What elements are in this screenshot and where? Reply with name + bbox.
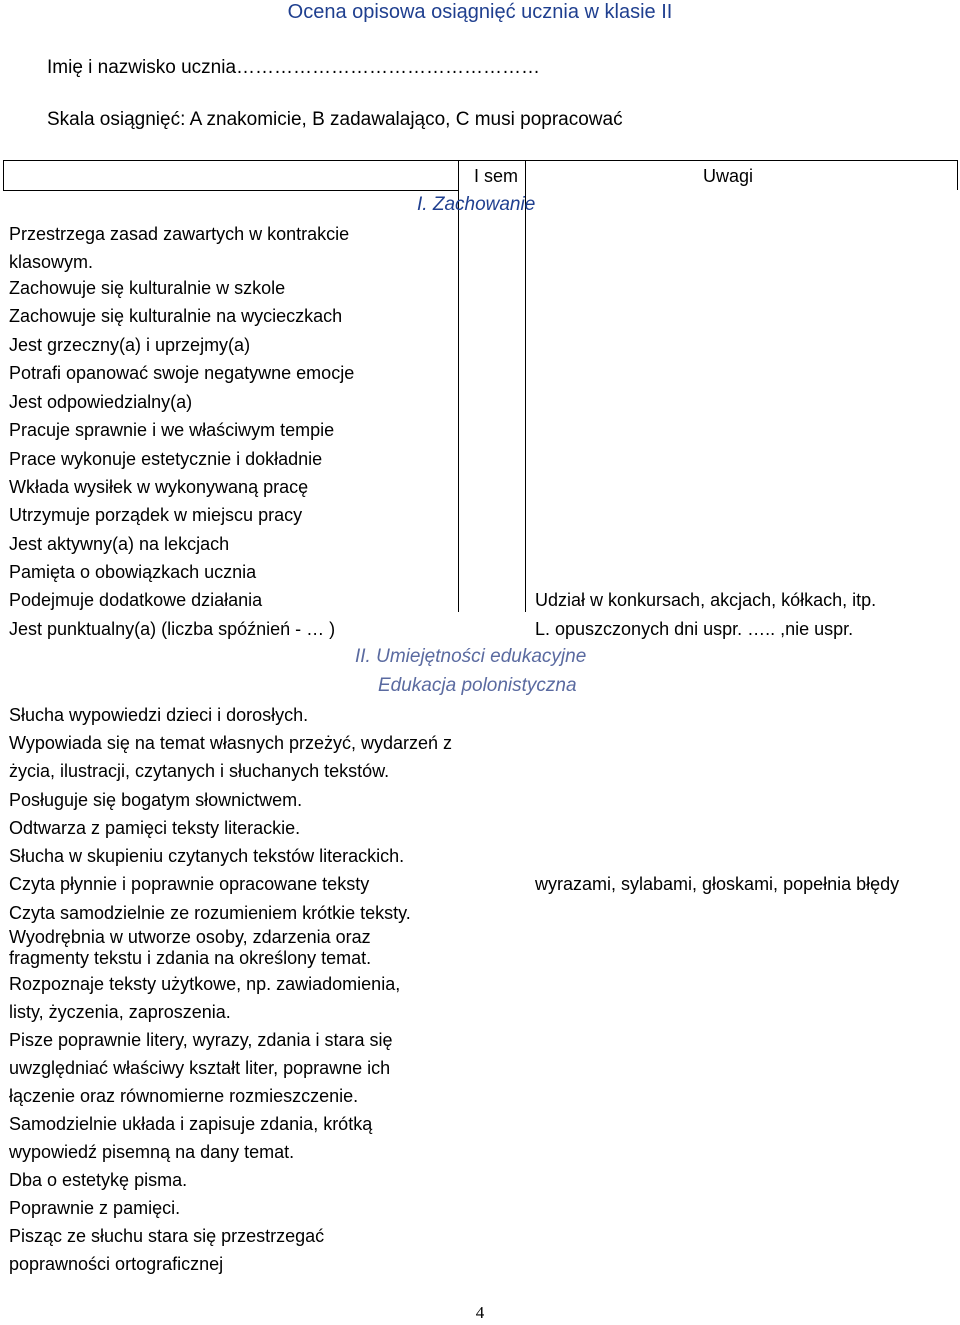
behavior-item: Prace wykonuje estetycznie i dokładnie bbox=[9, 449, 323, 469]
polish-item: Dba o estetykę pisma. bbox=[9, 1170, 188, 1190]
column-divider-right bbox=[525, 160, 526, 612]
header-bottom-border bbox=[3, 190, 458, 191]
polish-item: Słucha w skupieniu czytanych tekstów literackich. bbox=[9, 846, 405, 866]
polish-item: Pisząc ze słuchu stara się przestrzegać poprawności ortograficznej bbox=[9, 1226, 325, 1274]
document-title: Ocena opisowa osiągnięć ucznia w klasie II bbox=[287, 1, 673, 23]
behavior-item: Potrafi opanować swoje negatywne emocje bbox=[9, 363, 355, 383]
header-notes: Uwagi bbox=[703, 166, 754, 186]
behavior-item: Zachowuje się kulturalnie na wycieczkach bbox=[9, 306, 343, 326]
behavior-item: Pracuje sprawnie i we właściwym tempie bbox=[9, 420, 335, 440]
behavior-item: Zachowuje się kulturalnie w szkole bbox=[9, 278, 286, 298]
table-left-border bbox=[3, 160, 4, 190]
page-number: 4 bbox=[475, 1303, 485, 1322]
polish-item: Wypowiada się na temat własnych przeżyć, wydarzeń z życia, ilustracji, czytanych i słuchanych tekstów. bbox=[9, 733, 453, 781]
polish-item: Czyta samodzielnie ze rozumieniem krótkie teksty. bbox=[9, 903, 411, 923]
grading-scale: Skala osiągnięć: A znakomicie, B zadawalająco, C musi popracować bbox=[47, 109, 623, 130]
student-name-field: Imię i nazwisko ucznia………………………………………… bbox=[47, 57, 541, 78]
table-right-border bbox=[957, 160, 958, 190]
behavior-item: Podejmuje dodatkowe działania bbox=[9, 590, 263, 610]
subsection-polish-title: Edukacja polonistyczna bbox=[378, 675, 577, 696]
polish-item: Odtwarza z pamięci teksty literackie. bbox=[9, 818, 301, 838]
note-extra-activities: Udział w konkursach, akcjach, kółkach, itp. bbox=[535, 590, 877, 610]
column-divider-left bbox=[458, 160, 459, 612]
polish-item: Samodzielnie układa i zapisuje zdania, krótką wypowiedź pisemną na dany temat. bbox=[9, 1114, 373, 1162]
note-reading: wyrazami, sylabami, głoskami, popełnia błędy bbox=[535, 874, 900, 894]
section-behavior-title: I. Zachowanie bbox=[417, 194, 536, 215]
polish-item: Posługuje się bogatym słownictwem. bbox=[9, 790, 303, 810]
table-top-border bbox=[3, 160, 958, 161]
behavior-item: Utrzymuje porządek w miejscu pracy bbox=[9, 505, 303, 525]
polish-item: Poprawnie z pamięci. bbox=[9, 1198, 181, 1218]
behavior-item: Pamięta o obowiązkach ucznia bbox=[9, 562, 257, 582]
section-skills-title: II. Umiejętności edukacyjne bbox=[355, 646, 587, 667]
behavior-item: Jest grzeczny(a) i uprzejmy(a) bbox=[9, 335, 251, 355]
polish-item: Czyta płynnie i poprawnie opracowane teksty bbox=[9, 874, 370, 894]
polish-item: Rozpoznaje teksty użytkowe, np. zawiadomienia, listy, życzenia, zaproszenia. bbox=[9, 974, 401, 1022]
header-sem: I sem bbox=[473, 166, 518, 186]
behavior-item: Jest odpowiedzialny(a) bbox=[9, 392, 193, 412]
behavior-item: Jest aktywny(a) na lekcjach bbox=[9, 534, 230, 554]
behavior-item: Wkłada wysiłek w wykonywaną pracę bbox=[9, 477, 309, 497]
assessment-table bbox=[3, 160, 958, 1280]
note-absences: L. opuszczonych dni uspr. ….. ,nie uspr. bbox=[535, 619, 854, 639]
polish-item: Pisze poprawnie litery, wyrazy, zdania i stara się uwzględniać właściwy kształt liter, poprawne ich łączenie oraz równomierne rozmieszczenie. bbox=[9, 1030, 393, 1106]
polish-item: Wyodrębnia w utworze osoby, zdarzenia oraz fragmenty tekstu i zdania na określony temat. bbox=[9, 927, 372, 968]
behavior-item: Jest punktualny(a) (liczba spóźnień - … ) bbox=[9, 619, 336, 639]
behavior-item: Przestrzega zasad zawartych w kontrakcie klasowym. bbox=[9, 224, 350, 272]
polish-item: Słucha wypowiedzi dzieci i dorosłych. bbox=[9, 705, 309, 725]
